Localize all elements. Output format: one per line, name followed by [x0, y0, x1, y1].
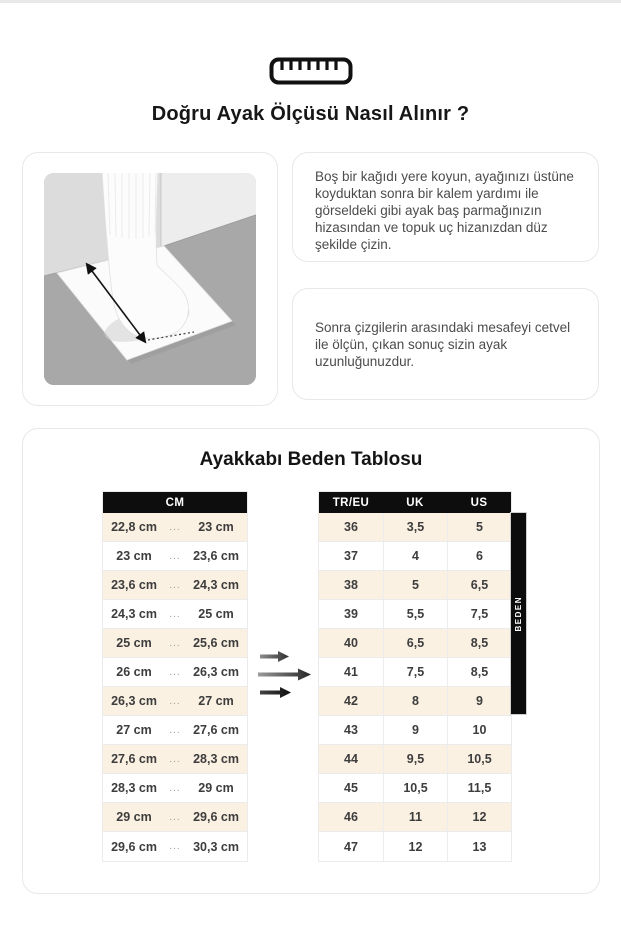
range-separator: ...: [169, 695, 181, 707]
range-separator: ...: [169, 782, 181, 794]
instruction-step-2-text: Sonra çizgilerin arasındaki mesafeyi cetvel ile ölçün, çıkan sonuç sizin ayak uzunluğunuzdur.: [315, 319, 571, 369]
table-row: [103, 716, 247, 745]
table-row: [319, 774, 511, 803]
cm-from: 26,3 cm: [111, 694, 157, 708]
cm-to: 26,3 cm: [193, 665, 239, 679]
instruction-step-1-text: Boş bir kağıdı yere koyun, ayağınızı üstüne koyduktan sonra bir kalem yardımı ile görseldeki gibi ayak baş parmağınızın hizasından ve topuk uç hizanızdan düz şekilde çizin.: [315, 169, 574, 252]
uk-size: 6,5: [383, 629, 447, 657]
size-table-header-row: [319, 492, 511, 513]
range-separator: ...: [169, 550, 181, 562]
table-row: [103, 600, 247, 629]
cm-from: 27,6 cm: [111, 752, 157, 766]
range-separator: ...: [169, 811, 181, 823]
cm-from: 28,3 cm: [111, 781, 157, 795]
cm-to: 28,3 cm: [193, 752, 239, 766]
page-title: Doğru Ayak Ölçüsü Nasıl Alınır ?: [151, 103, 470, 125]
table-row: [103, 658, 247, 687]
tr-eu-size: 43: [344, 723, 358, 737]
foot-photo-card: [22, 152, 278, 406]
table-row: [319, 832, 511, 861]
us-size: 7,5: [447, 600, 511, 628]
uk-size: 8: [383, 687, 447, 715]
table-row: [103, 745, 247, 774]
transfer-arrows-icon: [257, 647, 315, 708]
cm-to: 27 cm: [198, 694, 234, 708]
us-size: 8,5: [447, 629, 511, 657]
tr-eu-size: 41: [344, 665, 358, 679]
beden-side-tab: [510, 512, 527, 715]
size-tables-area: [23, 491, 599, 865]
header-us: US: [470, 496, 488, 509]
us-size: 12: [447, 803, 511, 831]
table-row: [319, 687, 511, 716]
ruler-icon: [0, 57, 621, 85]
cm-to: 25,6 cm: [193, 636, 239, 650]
size-conversion-table: [318, 491, 512, 862]
cm-from: 23 cm: [116, 549, 152, 563]
table-row: [103, 571, 247, 600]
range-separator: ...: [169, 666, 181, 678]
tr-eu-size: 36: [344, 520, 358, 534]
page-top-divider: [0, 0, 621, 3]
cm-from: 27 cm: [116, 723, 152, 737]
table-row: [103, 513, 247, 542]
cm-from: 23,6 cm: [111, 578, 157, 592]
uk-size: 9: [383, 716, 447, 744]
table-row: [319, 716, 511, 745]
size-table-title: Ayakkabı Beden Tablosu: [199, 449, 423, 470]
table-row: [103, 687, 247, 716]
us-size: 6: [447, 542, 511, 570]
instruction-card-1: [292, 152, 599, 262]
size-table-card: [22, 428, 600, 894]
header-uk: UK: [406, 496, 424, 509]
cm-to: 29,6 cm: [193, 810, 239, 824]
beden-side-label: BEDEN: [514, 595, 523, 632]
uk-size: 9,5: [383, 745, 447, 773]
range-separator: ...: [169, 608, 181, 620]
cm-from: 25 cm: [116, 636, 152, 650]
table-row: [319, 629, 511, 658]
tr-eu-size: 46: [344, 810, 358, 824]
range-separator: ...: [169, 521, 181, 533]
uk-size: 4: [383, 542, 447, 570]
table-row: [103, 774, 247, 803]
cm-to: 30,3 cm: [193, 839, 239, 854]
us-size: 13: [447, 832, 511, 861]
us-size: 10: [447, 716, 511, 744]
table-row: [319, 542, 511, 571]
uk-size: 3,5: [383, 513, 447, 541]
tr-eu-size: 47: [344, 839, 358, 854]
instruction-cards-column: [292, 152, 599, 406]
uk-size: 5,5: [383, 600, 447, 628]
cm-from: 24,3 cm: [111, 607, 157, 621]
tr-eu-size: 38: [344, 578, 358, 592]
range-separator: ...: [169, 637, 181, 649]
us-size: 5: [447, 513, 511, 541]
cm-from: 26 cm: [116, 665, 152, 679]
tr-eu-size: 39: [344, 607, 358, 621]
tr-eu-size: 37: [344, 549, 358, 563]
header-tr-eu: TR/EU: [332, 496, 370, 509]
foot-measurement-photo: [44, 173, 256, 385]
us-size: 9: [447, 687, 511, 715]
uk-size: 5: [383, 571, 447, 599]
instruction-card-2: [292, 288, 599, 400]
uk-size: 11: [383, 803, 447, 831]
table-row: [319, 658, 511, 687]
table-row: [103, 629, 247, 658]
table-row: [103, 832, 247, 861]
table-row: [103, 542, 247, 571]
cm-table-header: CM: [103, 492, 247, 513]
range-separator: ...: [169, 579, 181, 591]
cm-from: 22,8 cm: [111, 520, 157, 534]
table-row: [319, 513, 511, 542]
cm-from: 29,6 cm: [111, 839, 157, 854]
cm-to: 29 cm: [198, 781, 234, 795]
table-row: [319, 600, 511, 629]
table-row: [319, 745, 511, 774]
cm-to: 23,6 cm: [193, 549, 239, 563]
us-size: 8,5: [447, 658, 511, 686]
uk-size: 7,5: [383, 658, 447, 686]
cm-from: 29 cm: [116, 810, 152, 824]
range-separator: ...: [169, 753, 181, 765]
us-size: 6,5: [447, 571, 511, 599]
us-size: 10,5: [447, 745, 511, 773]
uk-size: 10,5: [383, 774, 447, 802]
cm-to: 24,3 cm: [193, 578, 239, 592]
measurement-guide-section: [22, 152, 599, 406]
cm-to: 27,6 cm: [193, 723, 239, 737]
tr-eu-size: 45: [344, 781, 358, 795]
us-size: 11,5: [447, 774, 511, 802]
table-row: [319, 571, 511, 600]
range-separator: ...: [169, 724, 181, 736]
tr-eu-size: 44: [344, 752, 358, 766]
cm-table: [102, 491, 248, 862]
cm-to: 23 cm: [198, 520, 234, 534]
tr-eu-size: 42: [344, 694, 358, 708]
table-row: [103, 803, 247, 832]
table-row: [319, 803, 511, 832]
cm-to: 25 cm: [198, 607, 234, 621]
uk-size: 12: [383, 832, 447, 861]
range-separator: ...: [169, 841, 181, 852]
tr-eu-size: 40: [344, 636, 358, 650]
